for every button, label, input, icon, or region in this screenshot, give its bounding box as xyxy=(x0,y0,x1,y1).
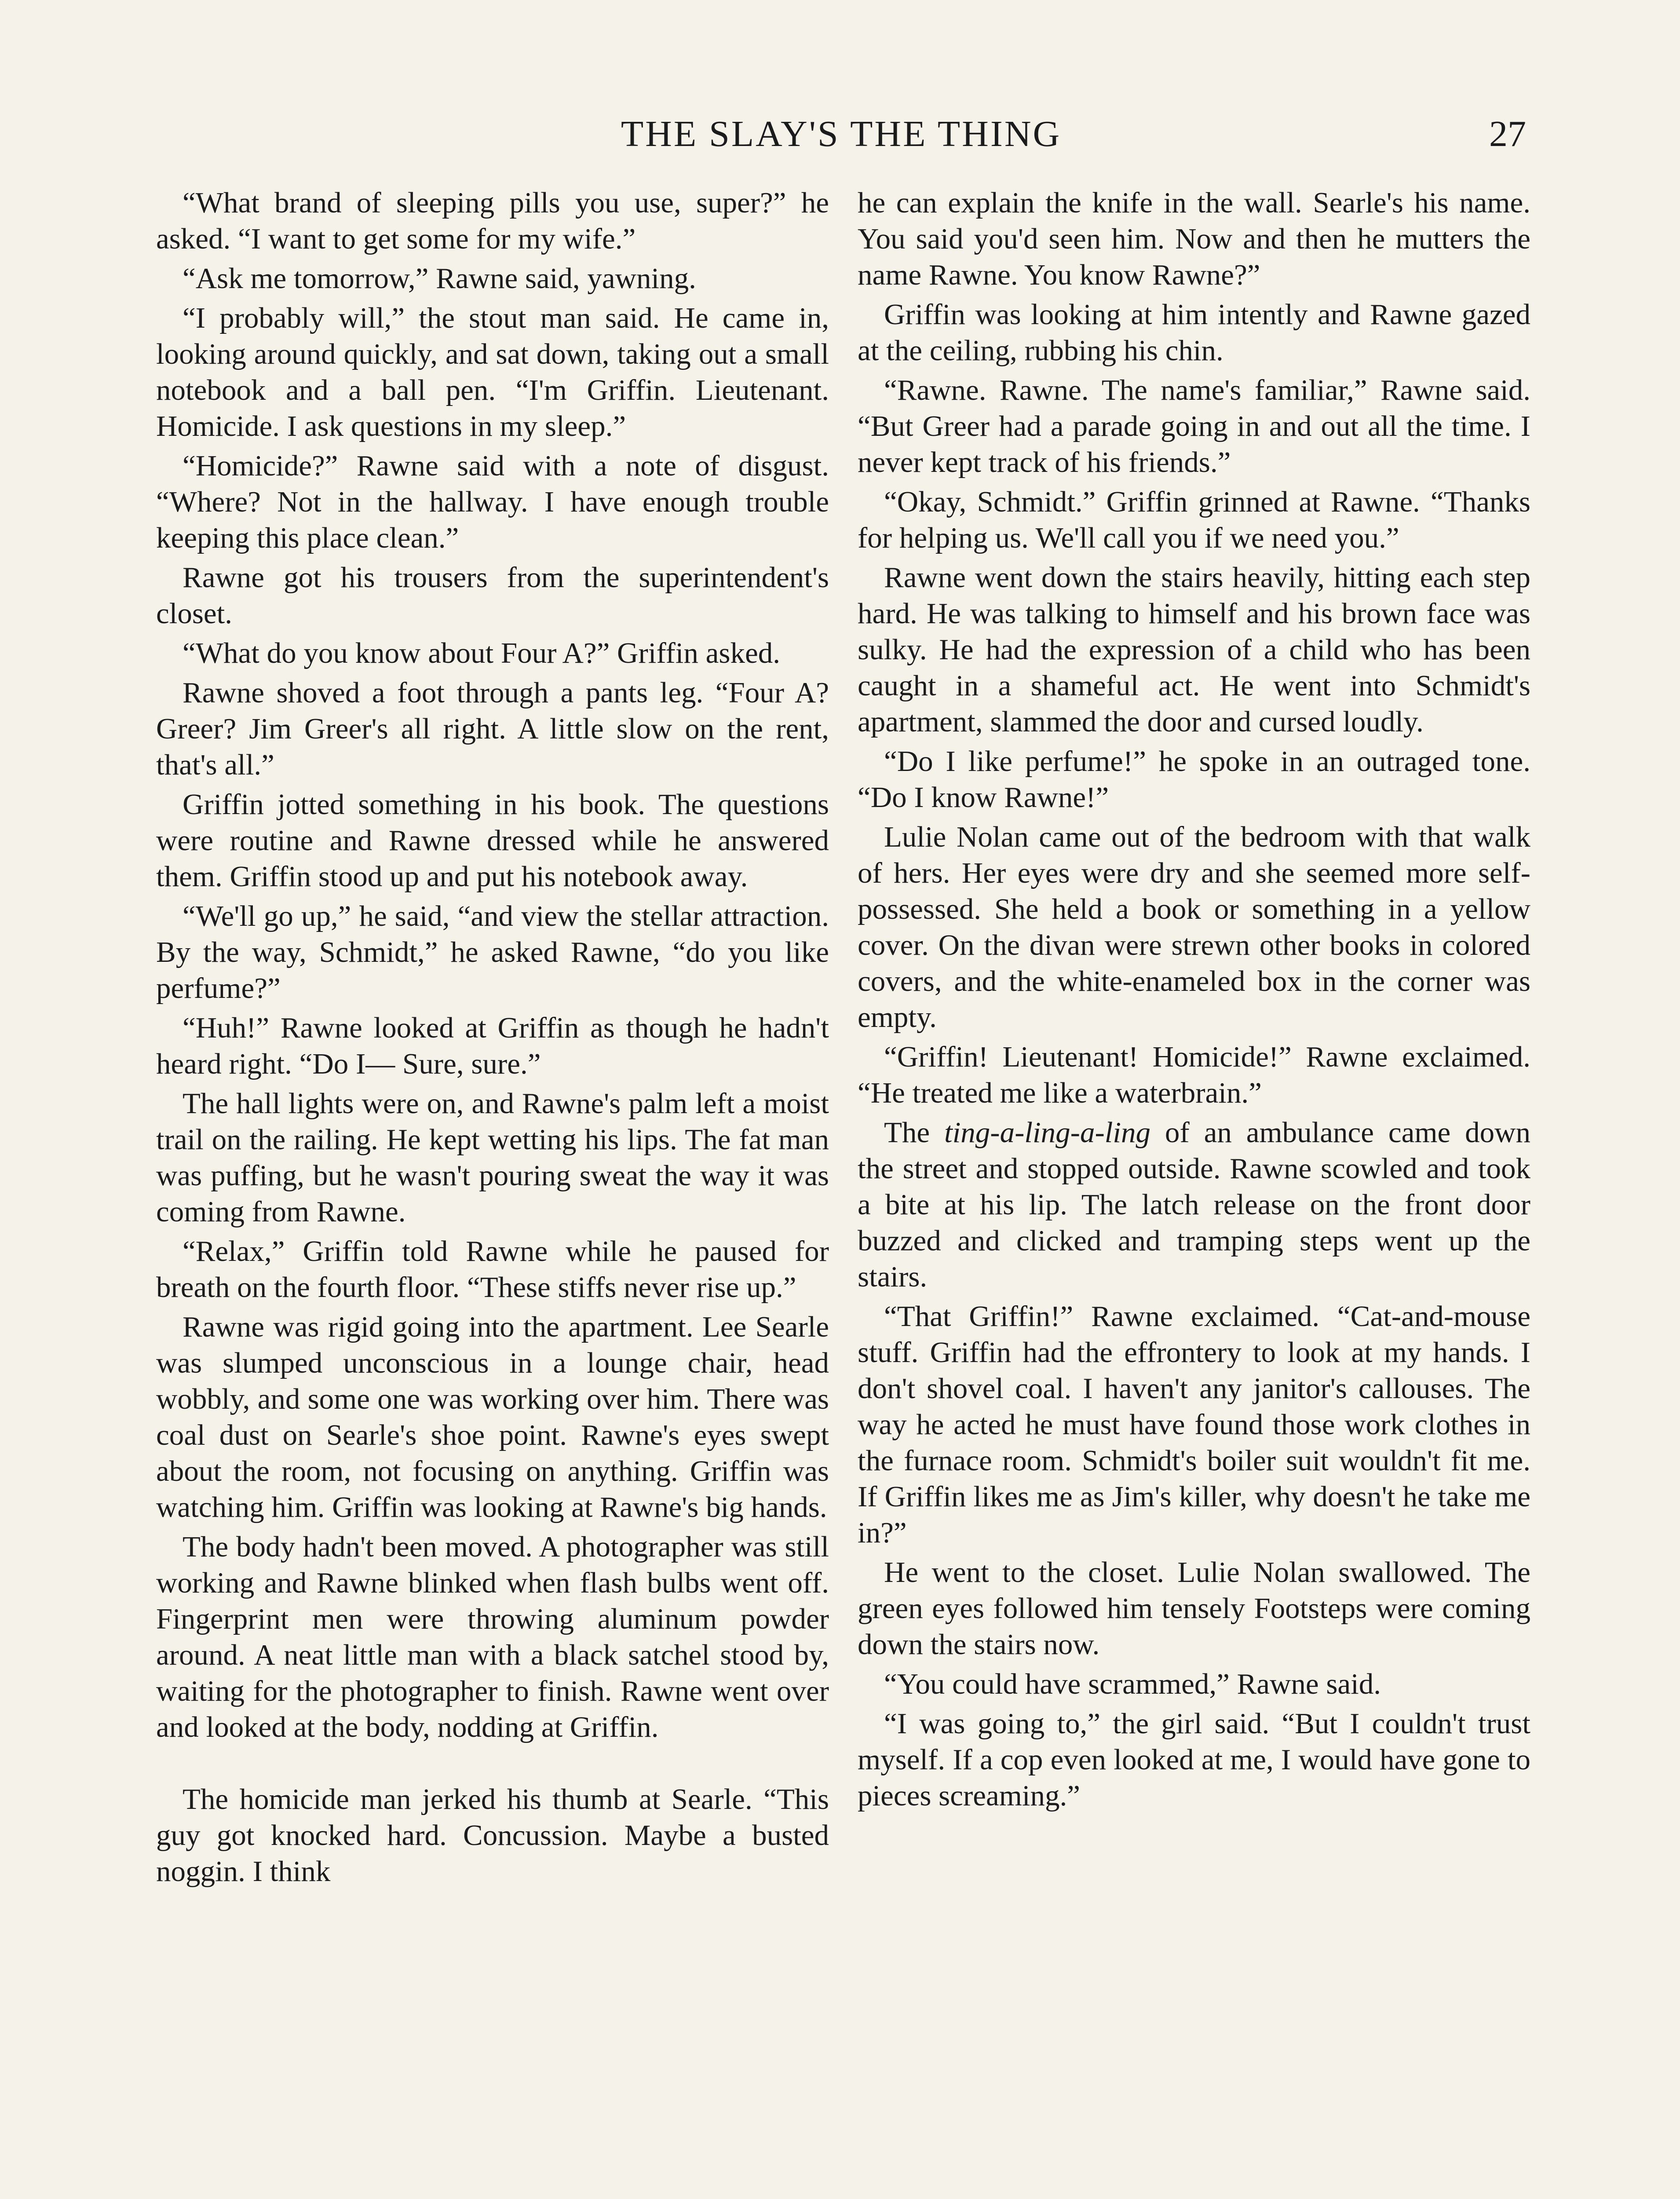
paragraph: “That Griffin!” Rawne exclaimed. “Cat-and-mouse stuff. Griffin had the effrontery to look at my hands. I don't shovel coal. I haven't any janitor's callouses. The way he acted he must have found those work clothes in the furnace room. Schmidt's boiler suit wouldn't fit me. If Griffin likes me as Jim's killer, why doesn't he take me in?” xyxy=(858,1300,1530,1549)
paragraph: “I was going to,” the girl said. “But I couldn't trust myself. If a cop even looked at me, I would have gone to pieces screaming.” xyxy=(858,1707,1530,1812)
paragraph: He went to the closet. Lulie Nolan swallowed. The green eyes followed him tensely Footsteps were coming down the stairs now. xyxy=(858,1556,1530,1661)
running-title: THE SLAY'S THE THING xyxy=(621,113,1062,154)
paragraph: The hall lights were on, and Rawne's palm left a moist trail on the railing. He kept wetting his lips. The fat man was puffing, but he wasn't pouring sweat the way it was coming from Rawne. xyxy=(156,1087,829,1228)
right-column xyxy=(858,185,1530,1817)
paragraph: “We'll go up,” he said, “and view the stellar attraction. By the way, Schmidt,” he asked Rawne, “do you like perfume?” xyxy=(156,900,829,1005)
paragraph: The homicide man jerked his thumb at Searle. “This guy got knocked hard. Concussion. Maybe a busted noggin. I think xyxy=(156,1783,829,1888)
paragraph: “What do you know about Four A?” Griffin asked. xyxy=(183,637,780,669)
paragraph: “Ask me tomorrow,” Rawne said, yawning. xyxy=(183,262,696,295)
paragraph: The body hadn't been moved. A photographer was still working and Rawne blinked when flash bulbs went off. Fingerprint men were throwing aluminum powder around. A neat little man with a black satchel stood by, waiting for the photographer to finish. Rawne went over and looked at the body, nodding at Griffin. xyxy=(156,1531,829,1743)
paragraph: Griffin was looking at him intently and Rawne gazed at the ceiling, rubbing his chin. xyxy=(858,298,1530,367)
paragraph: “Rawne. Rawne. The name's familiar,” Rawne said. “But Greer had a parade going in and out all the time. I never kept track of his friends.” xyxy=(858,374,1530,479)
paragraph: “Griffin! Lieutenant! Homicide!” Rawne exclaimed. “He treated me like a waterbrain.” xyxy=(858,1041,1530,1109)
paragraph-continued: he can explain the knife in the wall. Searle's his name. You said you'd seen him. Now and then he mutters the name Rawne. You know Rawne?” xyxy=(858,186,1530,291)
paragraph: Rawne got his trousers from the superintendent's closet. xyxy=(156,561,829,630)
paragraph: “I probably will,” the stout man said. He came in, looking around quickly, and sat down, taking out a small notebook and a ball pen. “I'm Griffin. Lieutenant. Homicide. I ask questions in my sleep.” xyxy=(156,302,829,442)
paragraph: “Homicide?” Rawne said with a note of disgust. “Where? Not in the hallway. I have enough trouble keeping this place clean.” xyxy=(156,449,829,554)
paragraph: Rawne went down the stairs heavily, hitting each step hard. He was talking to himself and his brown face was sulky. He had the expression of a child who has been caught in a shameful act. He went into Schmidt's apartment, slammed the door and cursed loudly. xyxy=(858,561,1530,738)
page-number: 27 xyxy=(1489,113,1526,154)
paragraph: Griffin jotted something in his book. The questions were routine and Rawne dressed while he answered them. Griffin stood up and put his notebook away. xyxy=(156,788,829,893)
italic-text: ting-a-ling-a-ling xyxy=(944,1116,1151,1149)
paragraph: “What brand of sleeping pills you use, super?” he asked. “I want to get some for my wife.” xyxy=(156,186,829,255)
paragraph-ambulance xyxy=(858,1114,1530,1295)
text-run: of an ambulance came down the street and stopped outside. Rawne scowled and took a bite at his lip. The latch release on the front door buzzed and clicked and tramping steps went up the stairs. xyxy=(858,1116,1530,1293)
paragraph: Lulie Nolan came out of the bedroom with that walk of hers. Her eyes were dry and she seemed more self-possessed. She held a book or something in a yellow cover. On the divan were strewn other books in colored covers, and the white-enameled box in the corner was empty. xyxy=(858,821,1530,1034)
paragraph: “Relax,” Griffin told Rawne while he paused for breath on the fourth floor. “These stiffs never rise up.” xyxy=(156,1235,829,1304)
paragraph: Rawne was rigid going into the apartment. Lee Searle was slumped unconscious in a lounge chair, head wobbly, and some one was working over him. There was coal dust on Searle's shoe point. Rawne's eyes swept about the room, not focusing on anything. Griffin was watching him. Griffin was looking at Rawne's big hands. xyxy=(156,1311,829,1523)
paragraph: “Do I like perfume!” he spoke in an outraged tone. “Do I know Rawne!” xyxy=(858,745,1530,814)
left-column xyxy=(156,185,829,1893)
text-run: The xyxy=(884,1116,945,1149)
paragraph: Rawne shoved a foot through a pants leg. “Four A? Greer? Jim Greer's all right. A little slow on the rent, that's all.” xyxy=(156,676,829,781)
paragraph: “Huh!” Rawne looked at Griffin as though he hadn't heard right. “Do I— Sure, sure.” xyxy=(156,1012,829,1080)
paragraph: “Okay, Schmidt.” Griffin grinned at Rawne. “Thanks for helping us. We'll call you if we need you.” xyxy=(858,486,1530,554)
page-header xyxy=(156,112,1526,161)
paragraph: “You could have scrammed,” Rawne said. xyxy=(884,1668,1381,1700)
